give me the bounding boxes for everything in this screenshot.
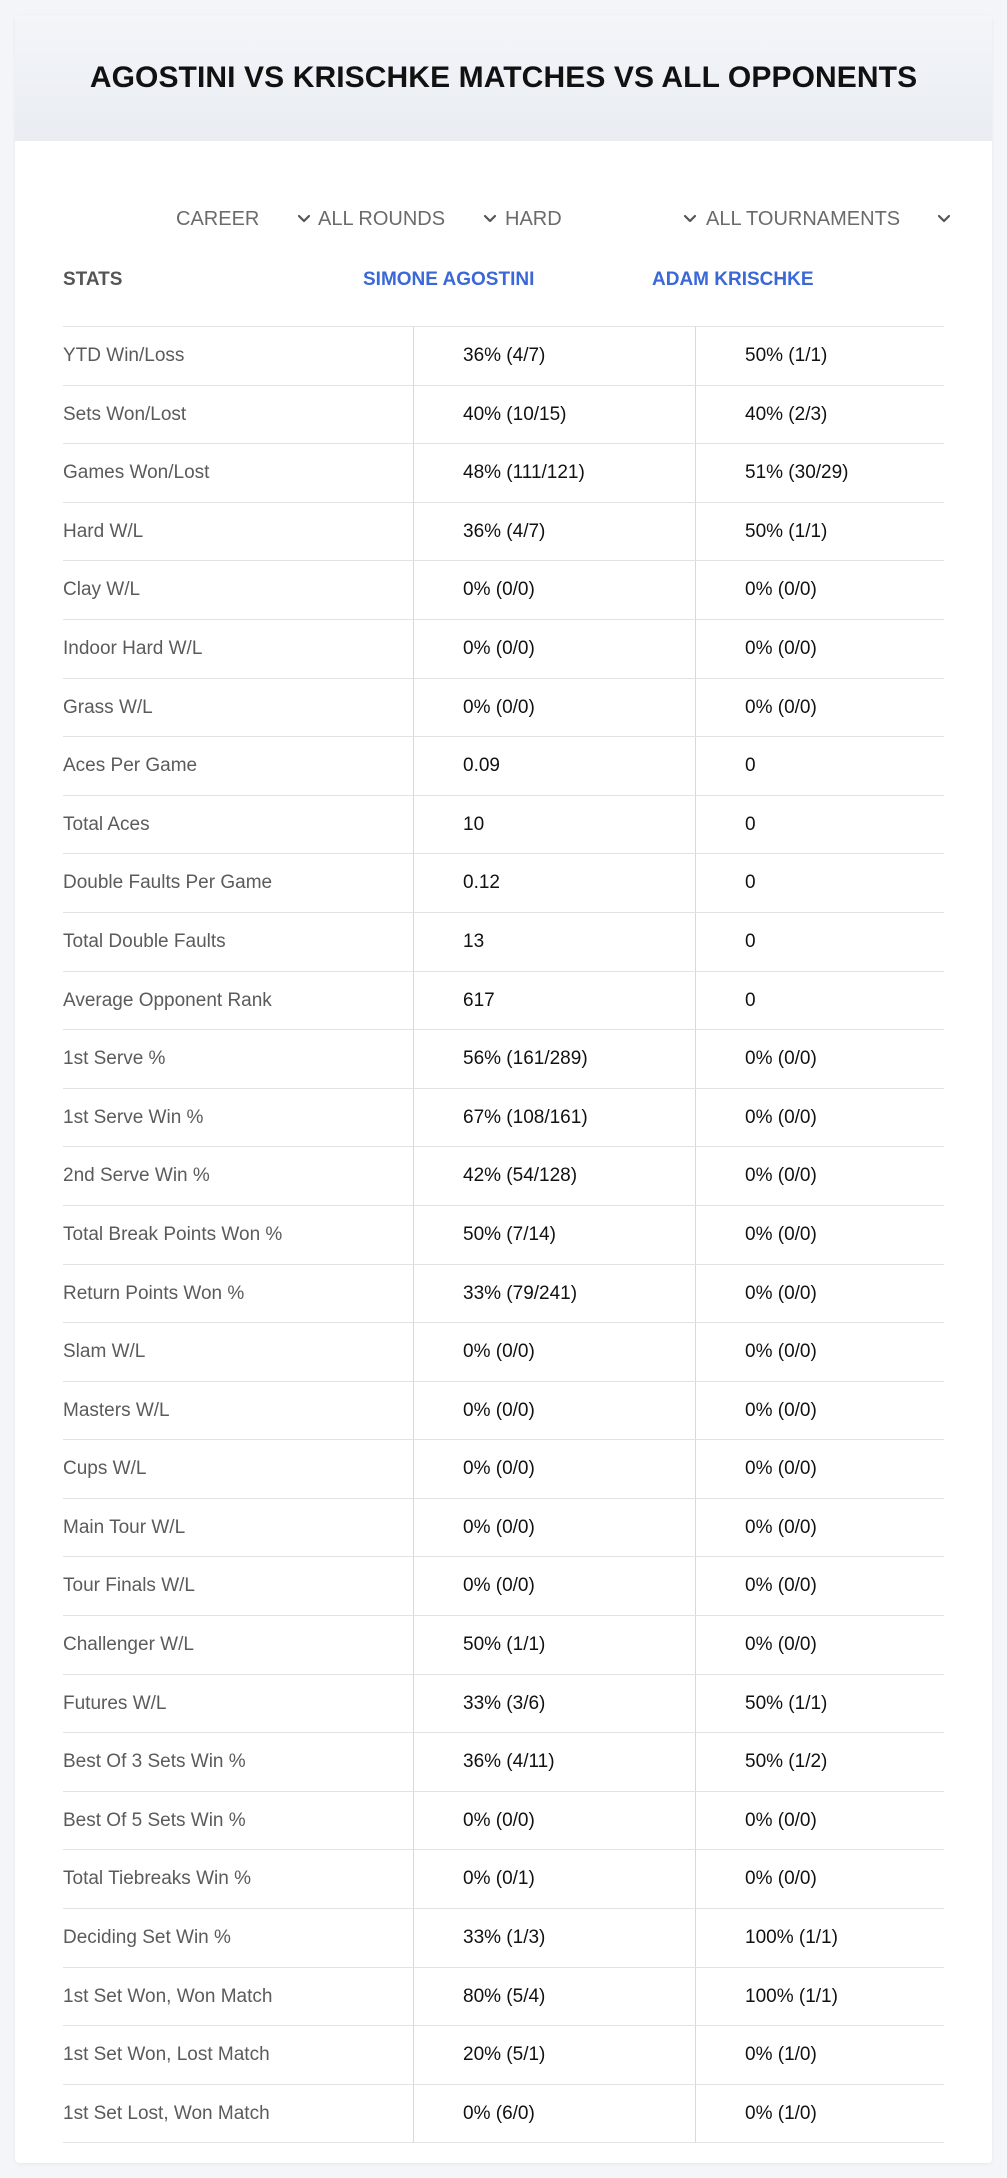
column-divider (413, 854, 414, 912)
column-divider (695, 737, 696, 795)
column-divider (695, 561, 696, 619)
column-divider (695, 1792, 696, 1850)
player2-stat-value: 0% (1/0) (745, 2102, 817, 2124)
table-row (63, 1792, 944, 1851)
player2-stat-value: 0% (1/0) (745, 2044, 817, 2066)
column-divider (413, 737, 414, 795)
stat-label: 1st Set Lost, Won Match (63, 2102, 270, 2124)
column-divider (695, 1089, 696, 1147)
player1-stat-value: 10 (463, 813, 485, 835)
column-divider (695, 679, 696, 737)
column-divider (413, 1206, 414, 1264)
column-divider (695, 1206, 696, 1264)
stats-card (15, 15, 992, 2163)
column-divider (413, 1616, 414, 1674)
column-divider (413, 561, 414, 619)
player1-stat-value: 0% (0/0) (463, 1458, 535, 1480)
player1-stat-value: 0% (0/0) (463, 1399, 535, 1421)
chevron-down-icon (295, 210, 313, 228)
player1-stat-value: 0% (0/0) (463, 1809, 535, 1831)
stat-label: 1st Serve % (63, 1048, 166, 1070)
table-row (63, 2026, 944, 2085)
player2-stat-value: 0% (0/0) (745, 1399, 817, 1421)
table-row (63, 1968, 944, 2027)
table-row (63, 1850, 944, 1909)
player2-stat-value: 0% (0/0) (745, 1516, 817, 1538)
column-divider (413, 1792, 414, 1850)
player2-stat-value: 0% (0/0) (745, 1048, 817, 1070)
stat-label: 2nd Serve Win % (63, 1165, 210, 1187)
table-row (63, 386, 944, 445)
table-row (63, 972, 944, 1031)
stat-label: Cups W/L (63, 1458, 147, 1480)
column-divider (413, 1440, 414, 1498)
stat-label: Deciding Set Win % (63, 1927, 231, 1949)
column-divider (695, 913, 696, 971)
table-row (63, 1147, 944, 1206)
table-row (63, 1265, 944, 1324)
table-row (63, 503, 944, 562)
stat-label: Best Of 5 Sets Win % (63, 1809, 246, 1831)
player1-stat-value: 20% (5/1) (463, 2044, 546, 2066)
table-row (63, 1440, 944, 1499)
stat-label: Total Double Faults (63, 930, 226, 952)
column-divider (413, 1675, 414, 1733)
column-divider (695, 503, 696, 561)
column-divider (695, 1499, 696, 1557)
column-divider (695, 2026, 696, 2084)
stat-label: Total Break Points Won % (63, 1223, 283, 1245)
player1-stat-value: 0% (0/0) (463, 579, 535, 601)
player1-stat-value: 0.09 (463, 755, 500, 777)
stat-label: Double Faults Per Game (63, 872, 273, 894)
stat-label: Games Won/Lost (63, 462, 210, 484)
filter-bar (15, 191, 992, 247)
column-divider (695, 1850, 696, 1908)
player1-stat-value: 0% (0/0) (463, 637, 535, 659)
column-divider (413, 1733, 414, 1791)
column-divider (695, 1733, 696, 1791)
player2-stat-value: 0 (745, 755, 756, 777)
player2-stat-value: 0 (745, 989, 756, 1011)
column-divider (695, 1030, 696, 1088)
column-divider (413, 1030, 414, 1088)
stat-label: Clay W/L (63, 579, 141, 601)
table-row (63, 2085, 944, 2144)
table-row (63, 1675, 944, 1734)
stat-label: 1st Set Won, Lost Match (63, 2044, 270, 2066)
column-divider (413, 1147, 414, 1205)
stat-label: Tour Finals W/L (63, 1575, 195, 1597)
player1-stat-value: 48% (111/121) (463, 462, 585, 484)
player1-stat-value: 36% (4/7) (463, 345, 546, 366)
player1-stat-value: 50% (7/14) (463, 1223, 556, 1245)
player2-stat-value: 50% (1/2) (745, 1751, 828, 1773)
player2-stat-value: 50% (1/1) (745, 520, 828, 542)
player2-stat-value: 40% (2/3) (745, 403, 828, 425)
table-row (63, 620, 944, 679)
player1-stat-value: 0% (0/0) (463, 696, 535, 718)
table-row (63, 1206, 944, 1265)
stat-label: Best Of 3 Sets Win % (63, 1751, 246, 1773)
stat-label: Challenger W/L (63, 1634, 194, 1656)
table-row (63, 737, 944, 796)
player1-stat-value: 42% (54/128) (463, 1165, 578, 1187)
player2-stat-value: 0 (745, 930, 756, 952)
player2-column-header[interactable]: ADAM KRISCHKE (652, 269, 814, 290)
chevron-down-icon (935, 210, 953, 228)
stat-label: Return Points Won % (63, 1282, 245, 1304)
column-divider (413, 327, 414, 385)
chevron-down-icon (481, 210, 499, 228)
column-divider (413, 913, 414, 971)
column-divider (413, 2085, 414, 2143)
stat-label: Futures W/L (63, 1692, 167, 1714)
stats-column-header: STATS (63, 269, 123, 290)
player1-stat-value: 36% (4/7) (463, 520, 546, 542)
stat-label: Total Tiebreaks Win % (63, 1868, 251, 1890)
column-divider (695, 972, 696, 1030)
player2-stat-value: 0% (0/0) (745, 1106, 817, 1128)
player2-stat-value: 0% (0/0) (745, 1165, 817, 1187)
stat-label: 1st Set Won, Won Match (63, 1985, 273, 2007)
player1-column-header[interactable]: SIMONE AGOSTINI (363, 269, 535, 290)
player1-stat-value: 0% (0/0) (463, 1575, 535, 1597)
player2-stat-value: 0 (745, 813, 756, 835)
player1-stat-value: 40% (10/15) (463, 403, 567, 425)
column-divider (695, 386, 696, 444)
stat-label: Main Tour W/L (63, 1516, 186, 1538)
player1-stat-value: 0% (0/1) (463, 1868, 535, 1890)
stat-label: Indoor Hard W/L (63, 637, 203, 659)
column-divider (413, 679, 414, 737)
column-divider (695, 1557, 696, 1615)
column-divider (695, 1616, 696, 1674)
table-row (63, 1557, 944, 1616)
column-divider (695, 1147, 696, 1205)
table-row (63, 1909, 944, 1968)
page-header (15, 15, 992, 141)
stat-label: Hard W/L (63, 520, 144, 542)
table-row (63, 561, 944, 620)
column-divider (413, 1265, 414, 1323)
player1-stat-value: 0% (0/0) (463, 1341, 535, 1363)
column-divider (413, 620, 414, 678)
table-row (63, 1089, 944, 1148)
player1-stat-value: 67% (108/161) (463, 1106, 588, 1128)
player1-stat-value: 56% (161/289) (463, 1048, 588, 1070)
player2-stat-value: 0% (0/0) (745, 1341, 817, 1363)
table-row (63, 1616, 944, 1675)
column-divider (413, 1968, 414, 2026)
stat-label: 1st Serve Win % (63, 1106, 204, 1128)
table-row (63, 1499, 944, 1558)
player1-stat-value: 13 (463, 930, 485, 952)
stat-label: Masters W/L (63, 1399, 170, 1421)
player2-stat-value: 50% (1/1) (745, 345, 828, 366)
player2-stat-value: 0% (0/0) (745, 579, 817, 601)
column-divider (695, 1909, 696, 1967)
column-divider (695, 854, 696, 912)
player1-stat-value: 617 (463, 989, 495, 1011)
column-divider (413, 1382, 414, 1440)
player2-stat-value: 0% (0/0) (745, 637, 817, 659)
column-divider (413, 386, 414, 444)
column-divider (413, 1909, 414, 1967)
filter-period-select[interactable] (176, 191, 313, 247)
stat-label: Aces Per Game (63, 755, 198, 777)
column-divider (413, 503, 414, 561)
column-divider (413, 1850, 414, 1908)
player2-stat-value: 0% (0/0) (745, 1575, 817, 1597)
player1-stat-value: 0.12 (463, 872, 500, 894)
player2-stat-value: 0% (0/0) (745, 1868, 817, 1890)
player1-stat-value: 33% (3/6) (463, 1692, 546, 1714)
player2-stat-value: 0% (0/0) (745, 1282, 817, 1304)
table-row (63, 1323, 944, 1382)
column-divider (695, 1440, 696, 1498)
column-divider (695, 444, 696, 502)
stat-label: Grass W/L (63, 696, 153, 718)
column-divider (413, 2026, 414, 2084)
column-divider (413, 972, 414, 1030)
column-divider (413, 1499, 414, 1557)
column-divider (695, 1265, 696, 1323)
player2-stat-value: 51% (30/29) (745, 462, 849, 484)
table-row (63, 796, 944, 855)
player2-stat-value: 50% (1/1) (745, 1692, 828, 1714)
player1-stat-value: 33% (79/241) (463, 1282, 578, 1304)
table-row (63, 913, 944, 972)
player2-stat-value: 0% (0/0) (745, 1809, 817, 1831)
player2-stat-value: 0 (745, 872, 756, 894)
filter-surface-value: HARD (505, 207, 562, 230)
stat-label: Average Opponent Rank (63, 989, 272, 1011)
column-divider (695, 1968, 696, 2026)
column-divider (695, 1675, 696, 1733)
player2-stat-value: 0% (0/0) (745, 1458, 817, 1480)
filter-tournament-value: ALL TOURNAMENTS (706, 207, 901, 230)
column-divider (413, 444, 414, 502)
chevron-down-icon (681, 210, 699, 228)
table-row (63, 1382, 944, 1441)
player2-stat-value: 0% (0/0) (745, 1634, 817, 1656)
column-divider (413, 1557, 414, 1615)
player2-stat-value: 100% (1/1) (745, 1927, 838, 1949)
table-row (63, 679, 944, 738)
filter-round-select[interactable] (318, 191, 499, 247)
player1-stat-value: 0% (6/0) (463, 2102, 535, 2124)
column-divider (695, 327, 696, 385)
table-row (63, 444, 944, 503)
column-divider (413, 1323, 414, 1381)
stats-table-body (63, 327, 944, 2143)
column-divider (695, 2085, 696, 2143)
player2-stat-value: 0% (0/0) (745, 696, 817, 718)
column-divider (695, 796, 696, 854)
player2-stat-value: 100% (1/1) (745, 1985, 838, 2007)
table-row (63, 1030, 944, 1089)
table-row (63, 854, 944, 913)
filter-round-value: ALL ROUNDS (318, 207, 446, 230)
filter-period-value: CAREER (176, 207, 260, 230)
column-divider (695, 1382, 696, 1440)
player2-stat-value: 0% (0/0) (745, 1223, 817, 1245)
stat-label: YTD Win/Loss (63, 345, 185, 366)
player1-stat-value: 0% (0/0) (463, 1516, 535, 1538)
column-divider (695, 1323, 696, 1381)
player1-stat-value: 50% (1/1) (463, 1634, 546, 1656)
player1-stat-value: 36% (4/11) (463, 1751, 555, 1773)
filter-surface-select[interactable] (505, 191, 699, 247)
player1-stat-value: 33% (1/3) (463, 1927, 546, 1949)
stat-label: Sets Won/Lost (63, 403, 187, 425)
player1-stat-value: 80% (5/4) (463, 1985, 546, 2007)
stats-table-header (63, 247, 944, 327)
stat-label: Total Aces (63, 813, 150, 835)
column-divider (695, 620, 696, 678)
page-title: AGOSTINI VS KRISCHKE MATCHES VS ALL OPPONENTS (89, 61, 918, 94)
column-divider (413, 1089, 414, 1147)
table-row (63, 327, 944, 386)
table-row (63, 1733, 944, 1792)
stat-label: Slam W/L (63, 1341, 146, 1363)
column-divider (413, 796, 414, 854)
filter-tournament-select[interactable] (706, 191, 953, 247)
